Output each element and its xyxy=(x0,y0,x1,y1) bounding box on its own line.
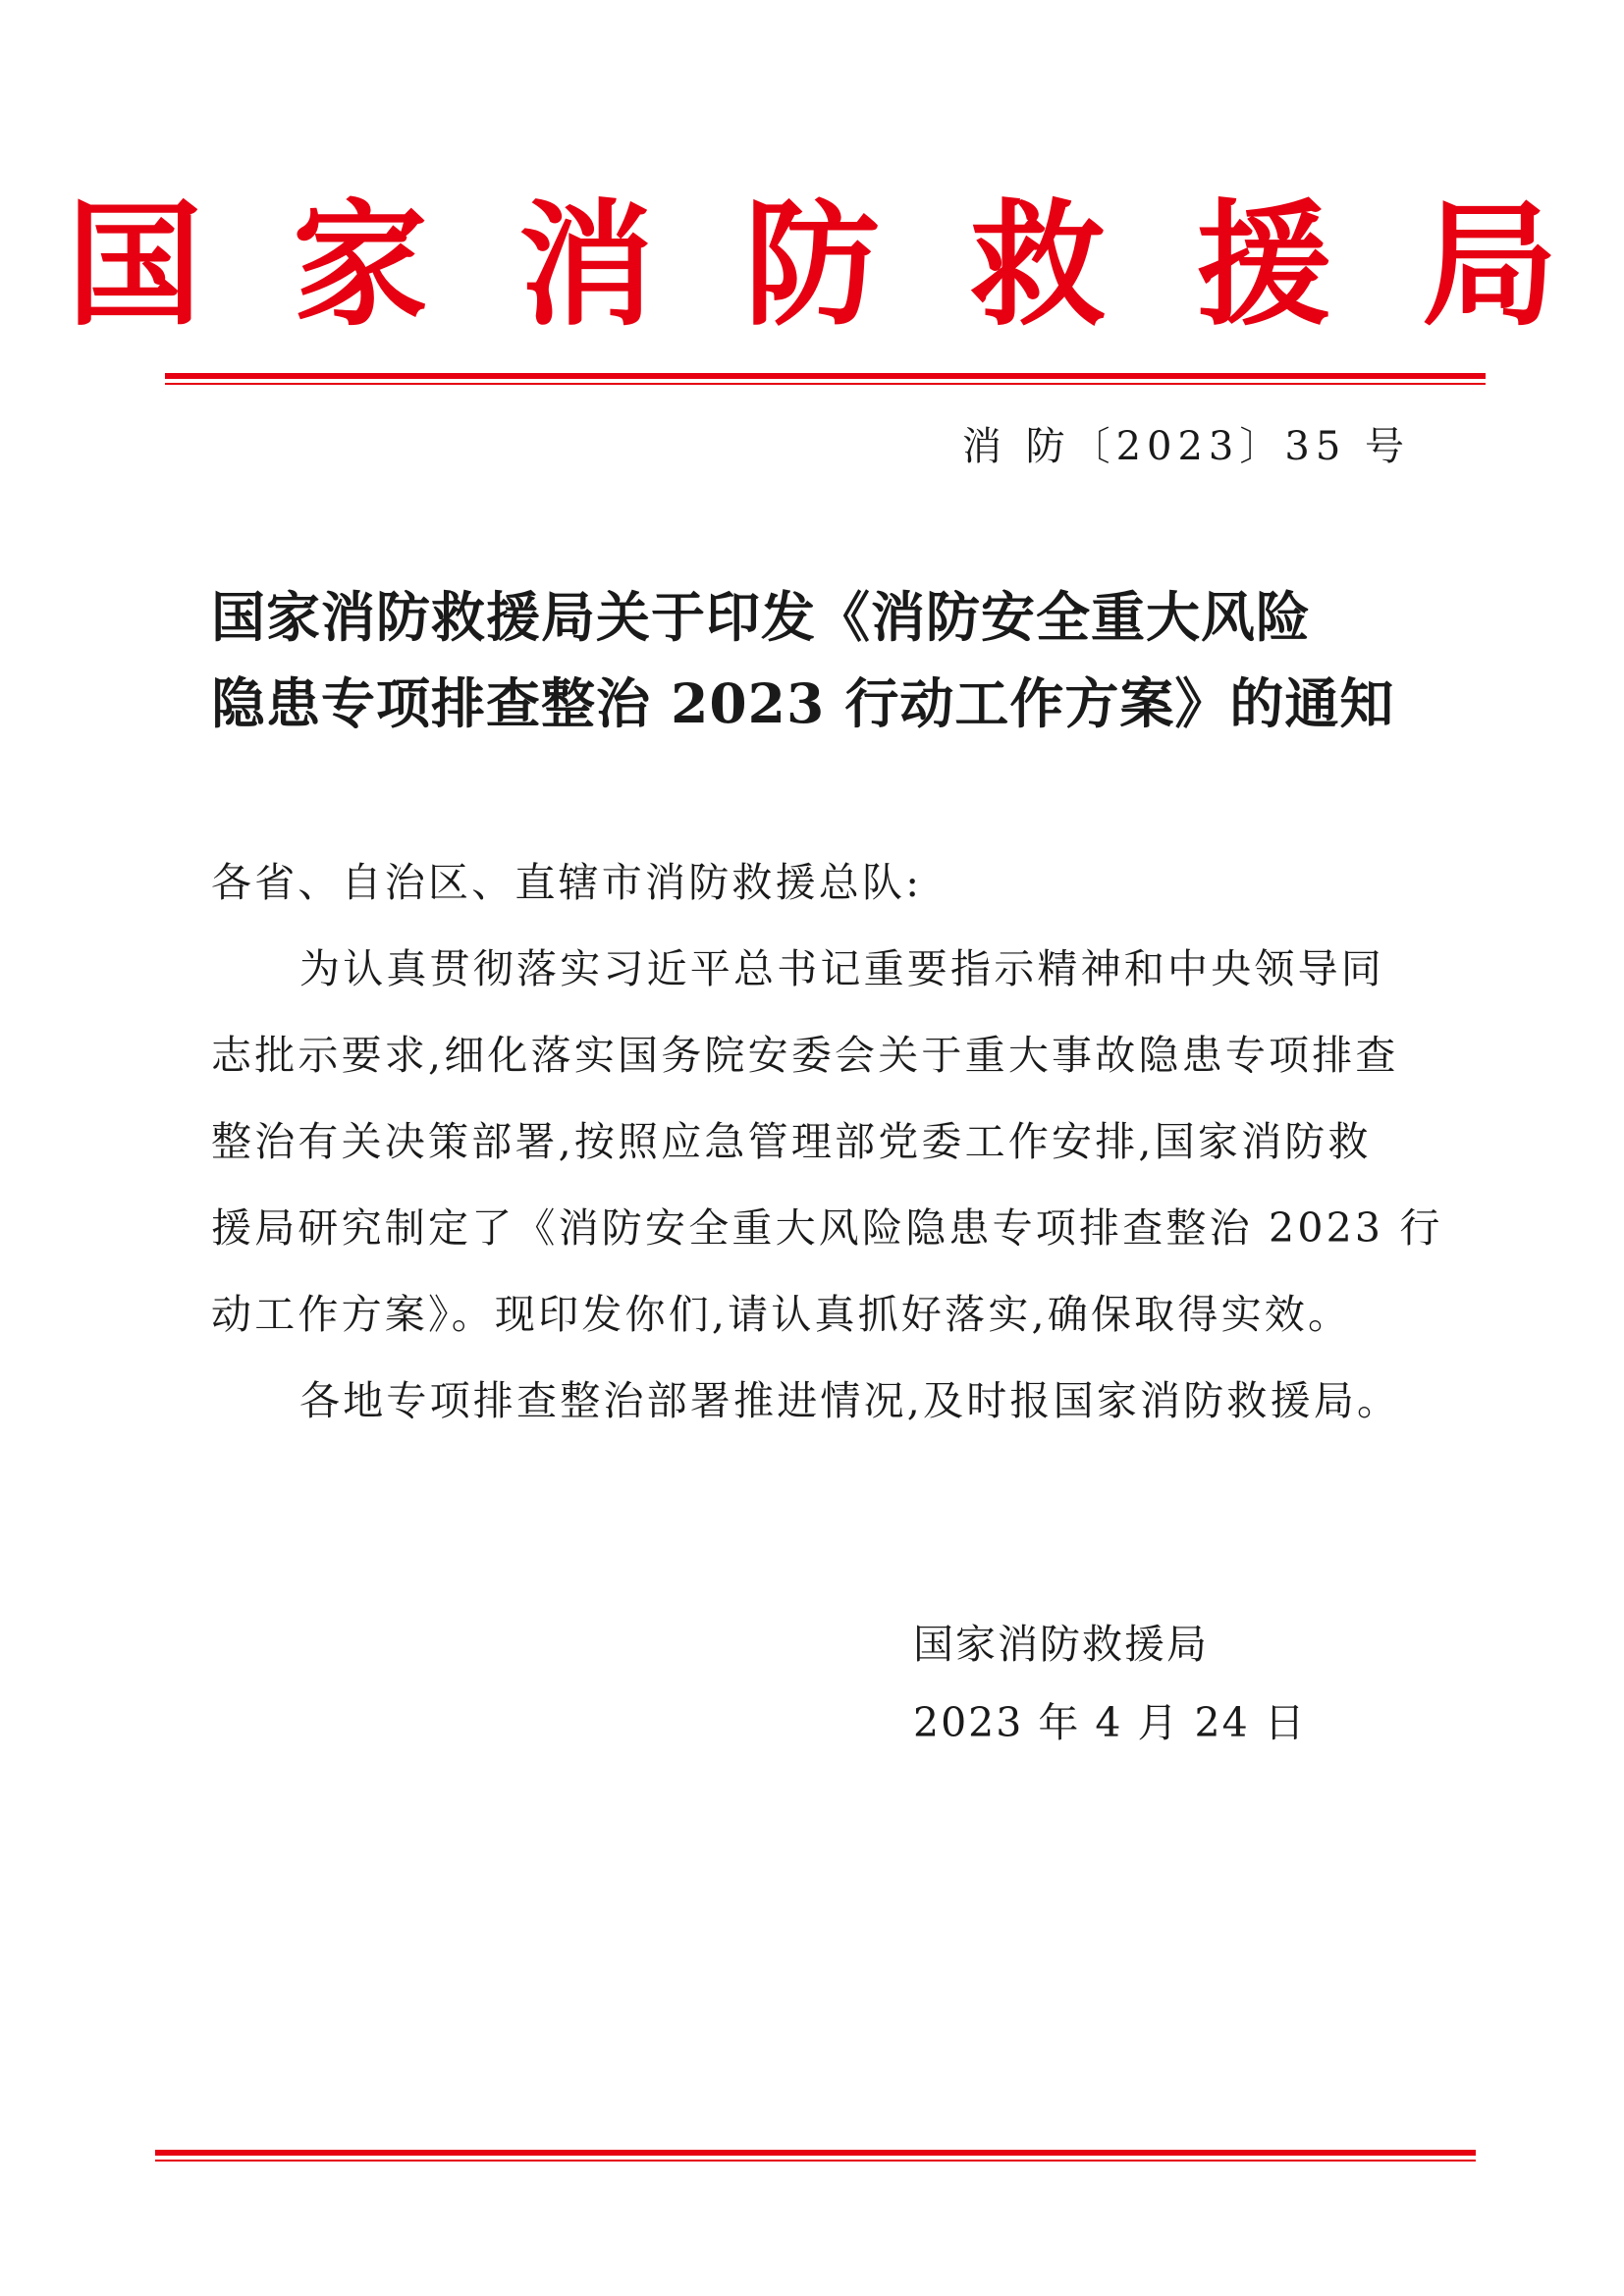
signature-date: 2023 年 4 月 24 日 xyxy=(913,1699,1307,1746)
document-body xyxy=(211,839,1443,1444)
header-red-rule-thin xyxy=(165,383,1486,385)
issuer-header xyxy=(0,187,1624,344)
document-number: 消 防〔2023〕35 号 xyxy=(961,424,1410,469)
paragraph-line: 各地专项排查整治部署推进情况,及时报国家消防救援局。 xyxy=(299,1377,1401,1424)
paragraph-line: 为认真贯彻落实习近平总书记重要指示精神和中央领导同 xyxy=(299,945,1384,992)
issuer-header-char: 国 xyxy=(66,185,247,345)
paragraph-line: 援局研究制定了《消防安全重大风险隐患专项排查整治 2023 行 xyxy=(211,1204,1443,1252)
footer-red-rule-thin xyxy=(155,2160,1476,2162)
issuer-header-char: 局 xyxy=(1422,185,1603,345)
signature-block xyxy=(913,1605,1307,1762)
document-title-line: 国家消防救援局关于印发《消防安全重大风险 xyxy=(211,585,1312,649)
footer-red-rule-thick xyxy=(155,2150,1476,2156)
paragraph-line: 整治有关决策部署,按照应急管理部党委工作安排,国家消防救 xyxy=(211,1118,1372,1165)
header-red-rule-thick xyxy=(165,373,1486,379)
document-title xyxy=(211,574,1429,747)
document-title-line: 隐患专项排查整治 2023 行动工作方案》的通知 xyxy=(211,671,1395,735)
issuer-header-char: 援 xyxy=(1196,185,1378,345)
paragraph-line: 志批示要求,细化落实国务院安委会关于重大事故隐患专项排查 xyxy=(211,1032,1399,1079)
issuer-header-char: 消 xyxy=(517,185,699,345)
issuer-header-char: 家 xyxy=(292,185,473,345)
issuer-header-char: 防 xyxy=(743,185,925,345)
addressee: 各省、自治区、直辖市消防救援总队: xyxy=(211,859,923,906)
paragraph-line: 动工作方案》。现印发你们,请认真抓好落实,确保取得实效。 xyxy=(211,1291,1352,1338)
signature-issuer: 国家消防救援局 xyxy=(913,1621,1209,1668)
issuer-header-char: 救 xyxy=(970,185,1152,345)
